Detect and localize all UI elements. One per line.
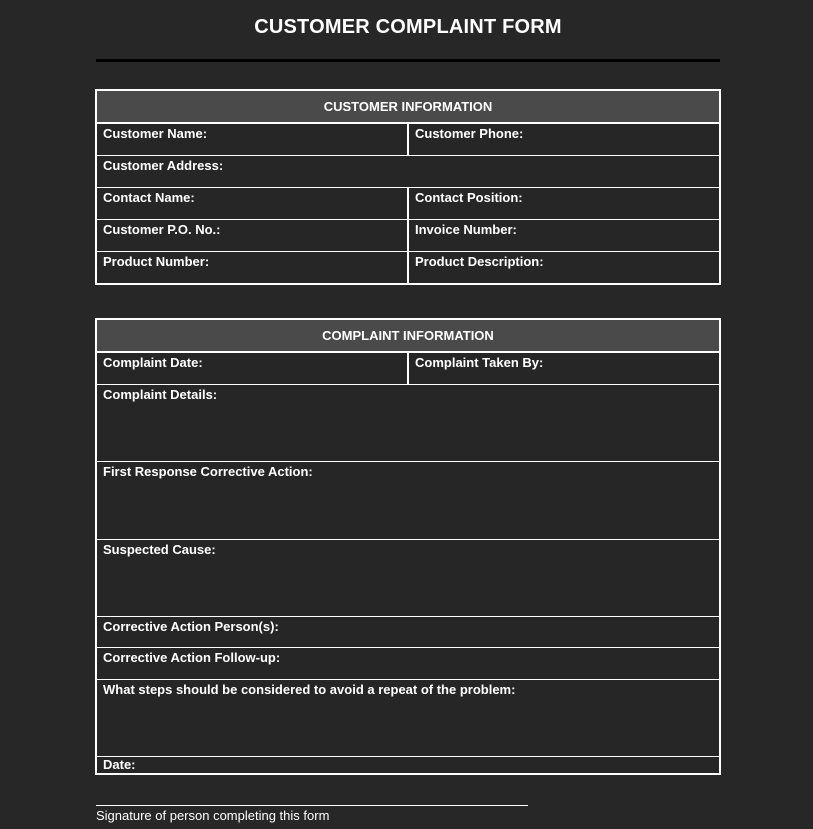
contact-name-field[interactable]: Contact Name: — [97, 188, 409, 219]
product-number-field[interactable]: Product Number: — [97, 252, 409, 283]
product-description-field[interactable]: Product Description: — [415, 254, 544, 269]
form-row — [97, 353, 719, 384]
complaint-taken-by-field[interactable]: Complaint Taken By: — [415, 355, 544, 370]
invoice-number-field[interactable]: Invoice Number: — [415, 222, 517, 237]
suspected-cause-field[interactable]: Suspected Cause: — [103, 542, 216, 557]
customer-information-section — [95, 89, 721, 285]
form-row — [97, 647, 719, 679]
form-row — [97, 251, 719, 283]
form-row — [97, 461, 719, 539]
avoid-repeat-field[interactable]: What steps should be considered to avoid a repeat of the problem: — [103, 682, 516, 697]
signature-line[interactable] — [96, 805, 528, 806]
corrective-action-followup-field[interactable]: Corrective Action Follow-up: — [103, 650, 281, 665]
title-divider — [96, 59, 720, 62]
complaint-details-field[interactable]: Complaint Details: — [103, 387, 218, 402]
form-row — [97, 124, 719, 155]
customer-information-header: CUSTOMER INFORMATION — [97, 91, 719, 124]
form-row — [97, 219, 719, 251]
signature-label: Signature of person completing this form — [96, 808, 330, 823]
complaint-date-field[interactable]: Complaint Date: — [97, 353, 409, 384]
customer-address-field[interactable]: Customer Address: — [103, 158, 224, 173]
complaint-information-header: COMPLAINT INFORMATION — [97, 320, 719, 353]
form-row — [97, 539, 719, 616]
form-row — [97, 187, 719, 219]
form-row — [97, 616, 719, 647]
form-row — [97, 384, 719, 461]
form-row — [97, 679, 719, 756]
form-row — [97, 155, 719, 187]
page-title: CUSTOMER COMPLAINT FORM — [254, 16, 562, 38]
customer-po-field[interactable]: Customer P.O. No.: — [97, 220, 409, 251]
first-response-field[interactable]: First Response Corrective Action: — [103, 464, 313, 479]
contact-position-field[interactable]: Contact Position: — [415, 190, 523, 205]
customer-phone-field[interactable]: Customer Phone: — [415, 126, 524, 141]
complaint-information-section — [95, 318, 721, 775]
corrective-action-persons-field[interactable]: Corrective Action Person(s): — [103, 619, 279, 634]
form-row — [97, 756, 719, 773]
date-field[interactable]: Date: — [103, 757, 136, 772]
customer-name-field[interactable]: Customer Name: — [97, 124, 409, 155]
